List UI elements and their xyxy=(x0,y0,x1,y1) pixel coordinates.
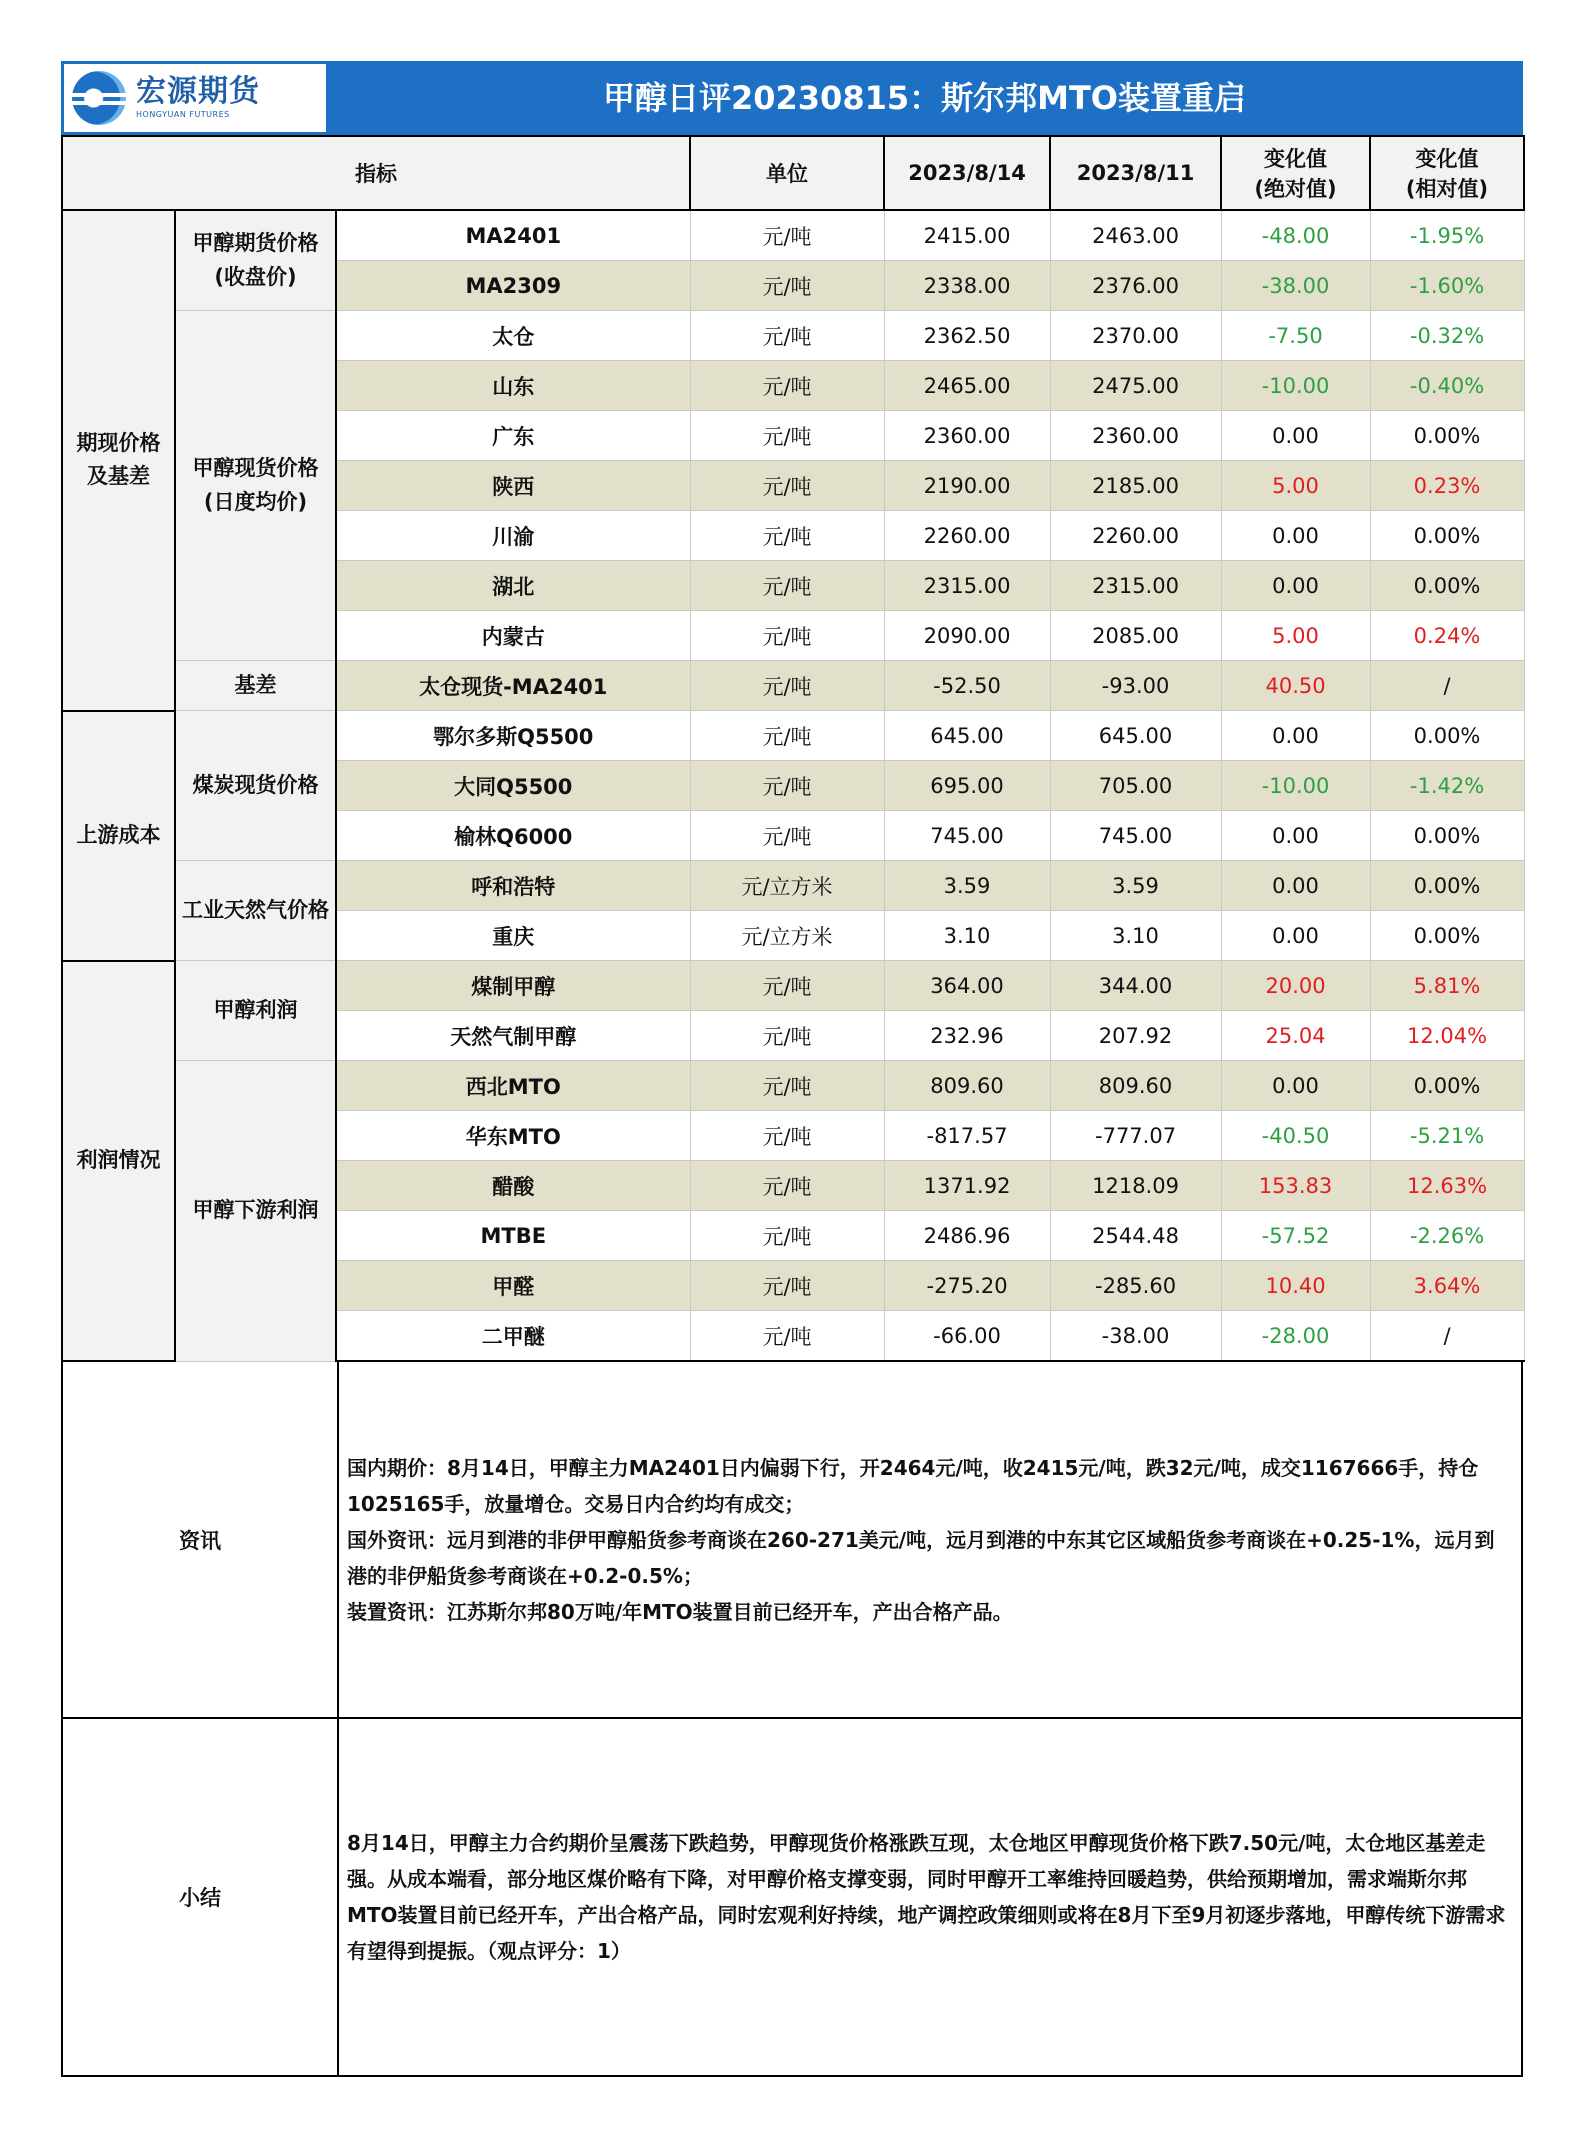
indicator-cell: 川渝 xyxy=(336,511,690,561)
value-date1-cell: 2486.96 xyxy=(884,1211,1050,1261)
group-label: 基差 xyxy=(175,661,336,711)
indicator-cell: 华东MTO xyxy=(336,1111,690,1161)
value-date1-cell: -52.50 xyxy=(884,661,1050,711)
abs-change-cell: 25.04 xyxy=(1221,1011,1370,1061)
abs-change-cell: 0.00 xyxy=(1221,811,1370,861)
report-header xyxy=(61,61,1523,135)
value-date2-cell: -285.60 xyxy=(1050,1261,1221,1311)
rel-change-cell: -5.21% xyxy=(1370,1111,1524,1161)
abs-change-cell: -7.50 xyxy=(1221,311,1370,361)
rel-change-cell: 3.64% xyxy=(1370,1261,1524,1311)
indicator-cell: MA2401 xyxy=(336,210,690,261)
abs-change-cell: 10.40 xyxy=(1221,1261,1370,1311)
rel-change-cell: 0.00% xyxy=(1370,861,1524,911)
table-row xyxy=(62,311,1524,361)
group-label: 甲醇下游利润 xyxy=(175,1061,336,1362)
unit-cell: 元/吨 xyxy=(690,1211,884,1261)
table-row xyxy=(62,661,1524,711)
table-header-row xyxy=(62,136,1524,210)
rel-change-cell: 0.00% xyxy=(1370,911,1524,961)
col-header-indicator: 指标 xyxy=(62,136,690,210)
indicator-cell: MA2309 xyxy=(336,261,690,311)
rel-change-cell: 12.63% xyxy=(1370,1161,1524,1211)
category-label: 期现价格 及基差 xyxy=(62,210,175,711)
data-table xyxy=(61,135,1525,1362)
unit-cell: 元/立方米 xyxy=(690,861,884,911)
value-date2-cell: 2085.00 xyxy=(1050,611,1221,661)
value-date2-cell: 2463.00 xyxy=(1050,210,1221,261)
abs-change-cell: -57.52 xyxy=(1221,1211,1370,1261)
indicator-cell: 二甲醚 xyxy=(336,1311,690,1362)
logo-icon xyxy=(72,71,126,125)
unit-cell: 元/吨 xyxy=(690,611,884,661)
indicator-cell: 天然气制甲醇 xyxy=(336,1011,690,1061)
value-date2-cell: 2475.00 xyxy=(1050,361,1221,411)
group-label: 工业天然气价格 xyxy=(175,861,336,961)
unit-cell: 元/吨 xyxy=(690,561,884,611)
rel-change-cell: 0.00% xyxy=(1370,811,1524,861)
col-header-date2: 2023/8/11 xyxy=(1050,136,1221,210)
unit-cell: 元/吨 xyxy=(690,1111,884,1161)
unit-cell: 元/吨 xyxy=(690,210,884,261)
value-date2-cell: 3.10 xyxy=(1050,911,1221,961)
col-header-rel-change: 变化值 (相对值) xyxy=(1370,136,1524,210)
value-date1-cell: 2090.00 xyxy=(884,611,1050,661)
table-row xyxy=(62,1061,1524,1111)
indicator-cell: MTBE xyxy=(336,1211,690,1261)
value-date2-cell: 344.00 xyxy=(1050,961,1221,1011)
value-date2-cell: 3.59 xyxy=(1050,861,1221,911)
abs-change-cell: 0.00 xyxy=(1221,711,1370,761)
rel-change-cell: 0.00% xyxy=(1370,1061,1524,1111)
rel-change-cell: -1.95% xyxy=(1370,210,1524,261)
group-label: 甲醇利润 xyxy=(175,961,336,1061)
abs-change-cell: 0.00 xyxy=(1221,1061,1370,1111)
value-date1-cell: 2260.00 xyxy=(884,511,1050,561)
indicator-cell: 煤制甲醇 xyxy=(336,961,690,1011)
abs-change-cell: -38.00 xyxy=(1221,261,1370,311)
unit-cell: 元/吨 xyxy=(690,711,884,761)
table-row xyxy=(62,210,1524,261)
value-date1-cell: -275.20 xyxy=(884,1261,1050,1311)
rel-change-cell: / xyxy=(1370,661,1524,711)
value-date2-cell: 2315.00 xyxy=(1050,561,1221,611)
report-title: 甲醇日评20230815：斯尔邦MTO装置重启 xyxy=(602,79,1246,117)
rel-change-cell: 0.23% xyxy=(1370,461,1524,511)
value-date1-cell: 232.96 xyxy=(884,1011,1050,1061)
value-date1-cell: 3.10 xyxy=(884,911,1050,961)
abs-change-cell: 5.00 xyxy=(1221,611,1370,661)
news-label: 资讯 xyxy=(63,1362,339,1717)
indicator-cell: 大同Q5500 xyxy=(336,761,690,811)
value-date1-cell: 2465.00 xyxy=(884,361,1050,411)
group-label: 煤炭现货价格 xyxy=(175,711,336,861)
value-date1-cell: -817.57 xyxy=(884,1111,1050,1161)
value-date2-cell: 207.92 xyxy=(1050,1011,1221,1061)
indicator-cell: 鄂尔多斯Q5500 xyxy=(336,711,690,761)
table-row xyxy=(62,861,1524,911)
abs-change-cell: -28.00 xyxy=(1221,1311,1370,1362)
news-text xyxy=(339,1362,1521,1717)
unit-cell: 元/吨 xyxy=(690,311,884,361)
unit-cell: 元/立方米 xyxy=(690,911,884,961)
abs-change-cell: 5.00 xyxy=(1221,461,1370,511)
indicator-cell: 甲醛 xyxy=(336,1261,690,1311)
news-section xyxy=(61,1362,1523,1719)
value-date1-cell: 2362.50 xyxy=(884,311,1050,361)
logo-name-cn: 宏源期货 xyxy=(136,74,260,109)
value-date1-cell: 1371.92 xyxy=(884,1161,1050,1211)
value-date1-cell: 745.00 xyxy=(884,811,1050,861)
abs-change-cell: 0.00 xyxy=(1221,861,1370,911)
unit-cell: 元/吨 xyxy=(690,1061,884,1111)
value-date2-cell: 809.60 xyxy=(1050,1061,1221,1111)
unit-cell: 元/吨 xyxy=(690,661,884,711)
value-date2-cell: -93.00 xyxy=(1050,661,1221,711)
rel-change-cell: / xyxy=(1370,1311,1524,1362)
unit-cell: 元/吨 xyxy=(690,461,884,511)
value-date2-cell: 705.00 xyxy=(1050,761,1221,811)
value-date2-cell: -777.07 xyxy=(1050,1111,1221,1161)
summary-text xyxy=(339,1719,1521,2075)
category-label: 利润情况 xyxy=(62,961,175,1362)
table-row xyxy=(62,961,1524,1011)
abs-change-cell: 0.00 xyxy=(1221,511,1370,561)
value-date2-cell: 2360.00 xyxy=(1050,411,1221,461)
value-date1-cell: 695.00 xyxy=(884,761,1050,811)
indicator-cell: 醋酸 xyxy=(336,1161,690,1211)
value-date2-cell: 1218.09 xyxy=(1050,1161,1221,1211)
news-paragraph: 国外资讯：远月到港的非伊甲醇船货参考商谈在260-271美元/吨，远月到港的中东其它区域船货参考商谈在+0.25-1%，远月到港的非伊船货参考商谈在+0.2-0.5%； xyxy=(347,1527,1495,1588)
abs-change-cell: -48.00 xyxy=(1221,210,1370,261)
value-date1-cell: 2190.00 xyxy=(884,461,1050,511)
value-date1-cell: -66.00 xyxy=(884,1311,1050,1362)
value-date1-cell: 2360.00 xyxy=(884,411,1050,461)
unit-cell: 元/吨 xyxy=(690,511,884,561)
col-header-unit: 单位 xyxy=(690,136,884,210)
abs-change-cell: 0.00 xyxy=(1221,561,1370,611)
value-date2-cell: -38.00 xyxy=(1050,1311,1221,1362)
abs-change-cell: 40.50 xyxy=(1221,661,1370,711)
summary-section xyxy=(61,1719,1523,2077)
summary-paragraph: 8月14日，甲醇主力合约期价呈震荡下跌趋势，甲醇现货价格涨跌互现，太仓地区甲醇现货价格下跌7.50元/吨，太仓地区基差走强。从成本端看，部分地区煤价略有下降，对甲醇价格支撑变弱，同时甲醇开工率维持回暖趋势，供给预期增加，需求端斯尔邦MTO装置目前已经开车，产出合格产品，同时宏观利好持续，地产调控政策细则或将在8月下至9月初逐步落地，甲醇传统下游需求有望得到提振。（观点评分：1） xyxy=(347,1831,1506,1963)
indicator-cell: 太仓现货-MA2401 xyxy=(336,661,690,711)
summary-label: 小结 xyxy=(63,1719,339,2075)
logo-name-en: HONGYUAN FUTURES xyxy=(136,110,230,119)
rel-change-cell: 5.81% xyxy=(1370,961,1524,1011)
abs-change-cell: 0.00 xyxy=(1221,411,1370,461)
news-paragraph: 国内期价：8月14日，甲醇主力MA2401日内偏弱下行，开2464元/吨，收2415元/吨，跌32元/吨，成交1167666手，持仓1025165手，放量增仓。交易日内合约均有成交； xyxy=(347,1455,1479,1516)
value-date2-cell: 2185.00 xyxy=(1050,461,1221,511)
category-label: 上游成本 xyxy=(62,711,175,961)
abs-change-cell: -10.00 xyxy=(1221,761,1370,811)
indicator-cell: 广东 xyxy=(336,411,690,461)
group-label: 甲醇现货价格 (日度均价) xyxy=(175,311,336,661)
value-date2-cell: 645.00 xyxy=(1050,711,1221,761)
table-row xyxy=(62,711,1524,761)
abs-change-cell: 20.00 xyxy=(1221,961,1370,1011)
unit-cell: 元/吨 xyxy=(690,411,884,461)
unit-cell: 元/吨 xyxy=(690,261,884,311)
abs-change-cell: -40.50 xyxy=(1221,1111,1370,1161)
report-sheet xyxy=(61,61,1523,2077)
rel-change-cell: 12.04% xyxy=(1370,1011,1524,1061)
unit-cell: 元/吨 xyxy=(690,1311,884,1362)
unit-cell: 元/吨 xyxy=(690,811,884,861)
col-header-date1: 2023/8/14 xyxy=(884,136,1050,210)
unit-cell: 元/吨 xyxy=(690,1161,884,1211)
value-date1-cell: 2338.00 xyxy=(884,261,1050,311)
indicator-cell: 内蒙古 xyxy=(336,611,690,661)
company-logo xyxy=(64,64,326,132)
value-date1-cell: 645.00 xyxy=(884,711,1050,761)
value-date1-cell: 364.00 xyxy=(884,961,1050,1011)
group-label: 甲醇期货价格 (收盘价) xyxy=(175,210,336,311)
rel-change-cell: 0.00% xyxy=(1370,411,1524,461)
indicator-cell: 湖北 xyxy=(336,561,690,611)
rel-change-cell: -1.42% xyxy=(1370,761,1524,811)
rel-change-cell: -0.40% xyxy=(1370,361,1524,411)
abs-change-cell: -10.00 xyxy=(1221,361,1370,411)
value-date2-cell: 2260.00 xyxy=(1050,511,1221,561)
unit-cell: 元/吨 xyxy=(690,761,884,811)
value-date2-cell: 2376.00 xyxy=(1050,261,1221,311)
value-date1-cell: 3.59 xyxy=(884,861,1050,911)
unit-cell: 元/吨 xyxy=(690,1261,884,1311)
rel-change-cell: -0.32% xyxy=(1370,311,1524,361)
rel-change-cell: 0.00% xyxy=(1370,561,1524,611)
abs-change-cell: 0.00 xyxy=(1221,911,1370,961)
rel-change-cell: 0.00% xyxy=(1370,511,1524,561)
value-date1-cell: 2315.00 xyxy=(884,561,1050,611)
unit-cell: 元/吨 xyxy=(690,1011,884,1061)
value-date1-cell: 809.60 xyxy=(884,1061,1050,1111)
value-date2-cell: 745.00 xyxy=(1050,811,1221,861)
rel-change-cell: 0.00% xyxy=(1370,711,1524,761)
rel-change-cell: 0.24% xyxy=(1370,611,1524,661)
indicator-cell: 呼和浩特 xyxy=(336,861,690,911)
value-date1-cell: 2415.00 xyxy=(884,210,1050,261)
indicator-cell: 榆林Q6000 xyxy=(336,811,690,861)
indicator-cell: 重庆 xyxy=(336,911,690,961)
indicator-cell: 陕西 xyxy=(336,461,690,511)
value-date2-cell: 2370.00 xyxy=(1050,311,1221,361)
unit-cell: 元/吨 xyxy=(690,361,884,411)
value-date2-cell: 2544.48 xyxy=(1050,1211,1221,1261)
abs-change-cell: 153.83 xyxy=(1221,1161,1370,1211)
rel-change-cell: -2.26% xyxy=(1370,1211,1524,1261)
indicator-cell: 太仓 xyxy=(336,311,690,361)
indicator-cell: 山东 xyxy=(336,361,690,411)
indicator-cell: 西北MTO xyxy=(336,1061,690,1111)
unit-cell: 元/吨 xyxy=(690,961,884,1011)
col-header-abs-change: 变化值 (绝对值) xyxy=(1221,136,1370,210)
news-paragraph: 装置资讯：江苏斯尔邦80万吨/年MTO装置目前已经开车，产出合格产品。 xyxy=(347,1599,1013,1624)
rel-change-cell: -1.60% xyxy=(1370,261,1524,311)
